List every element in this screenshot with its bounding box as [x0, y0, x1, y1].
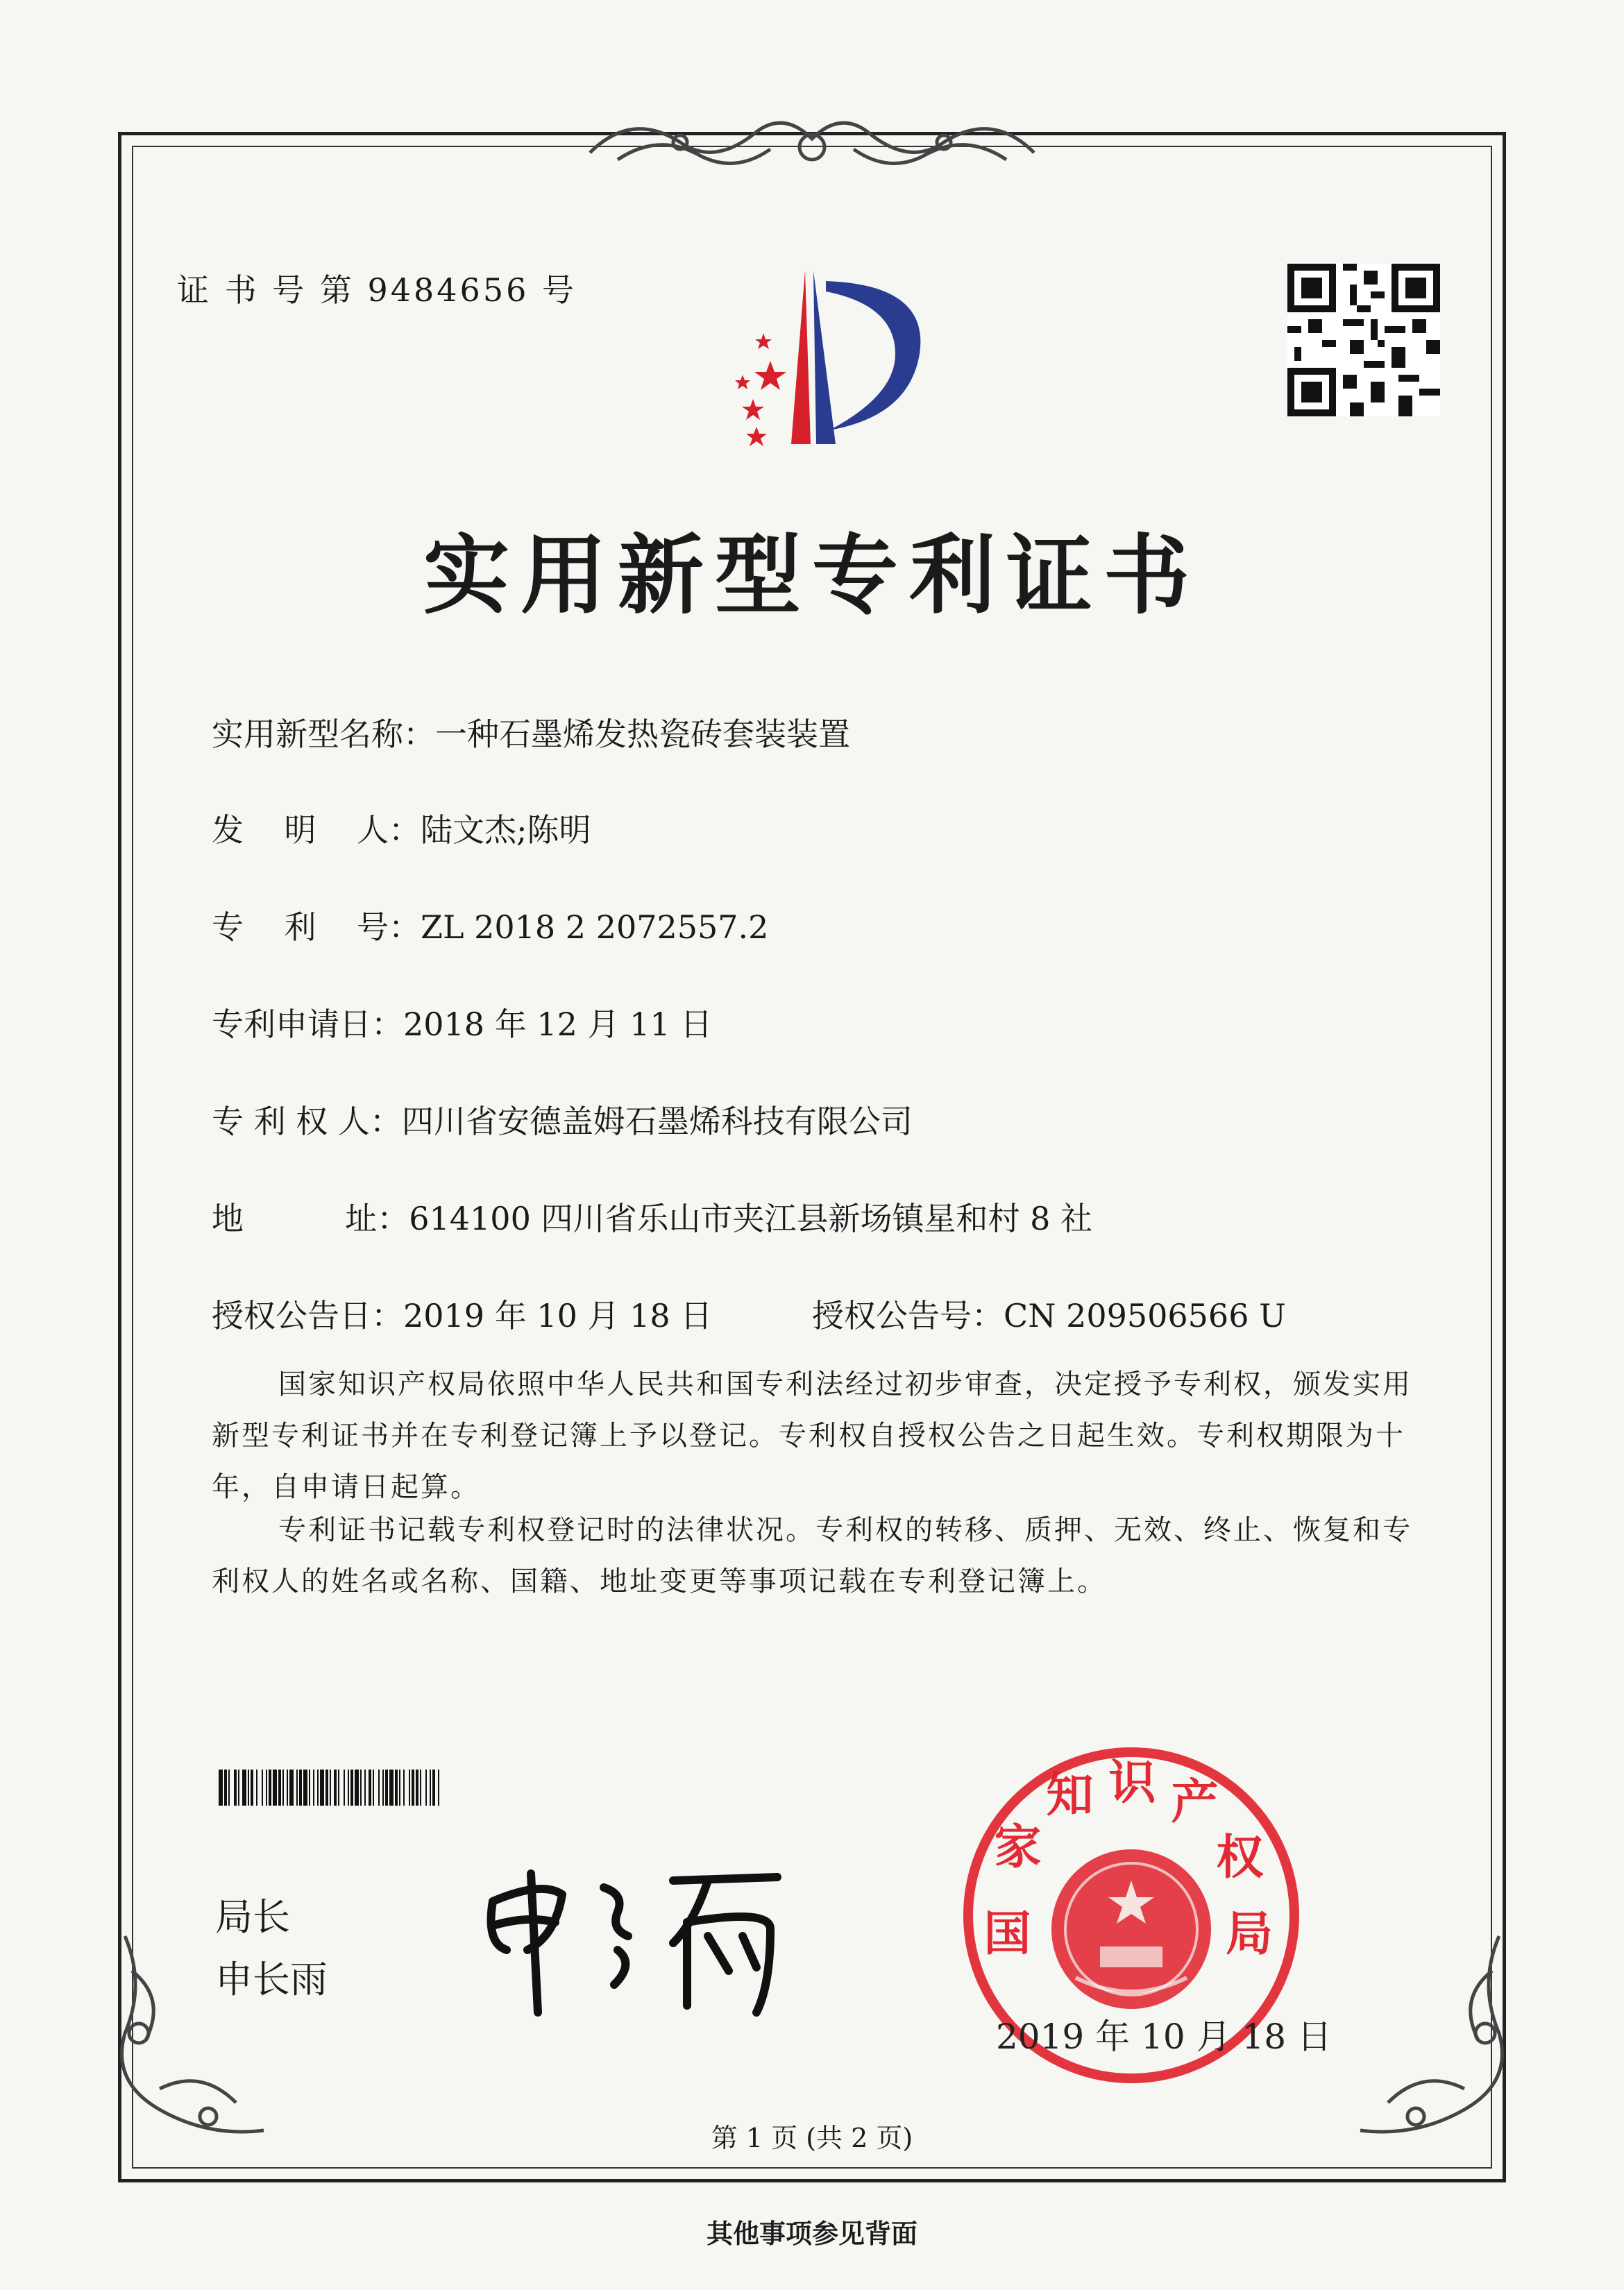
- seal-char-6: 权: [1216, 1831, 1264, 1884]
- address-row: [212, 1194, 1092, 1239]
- qr-code: [1287, 264, 1440, 416]
- utility-model-name-value: 一种石墨烯发热瓷砖套装装置: [435, 715, 850, 753]
- cnipa-logo: [687, 257, 944, 451]
- grant-date-label: 授权公告日：: [212, 1297, 403, 1334]
- filing-date-row: [212, 999, 712, 1045]
- seal-char-5: 产: [1171, 1776, 1219, 1829]
- barcode: [219, 1770, 621, 1806]
- patentee-label: 专 利 权 人：: [212, 1103, 402, 1140]
- certificate-title: 实用新型专利证书: [423, 525, 1201, 626]
- inventor-value: 陆文杰;陈明: [420, 811, 591, 849]
- director-name: 申长雨: [215, 1958, 328, 2001]
- seal-char-1: 国: [983, 1908, 1031, 1960]
- filing-date-value: 2018 年 12 月 11 日: [403, 1006, 713, 1043]
- utility-model-name-row: [212, 709, 850, 755]
- patentee-value: 四川省安德盖姆石墨烯科技有限公司: [401, 1103, 913, 1140]
- seal-char-4: 识: [1108, 1756, 1156, 1809]
- seal-date: 2019 年 10 月 18 日: [996, 2017, 1332, 2057]
- grant-date-value: 2019 年 10 月 18 日: [403, 1297, 713, 1334]
- inventor-row: [212, 805, 591, 851]
- patent-number-row: [212, 902, 768, 948]
- grant-number-label: 授权公告号：: [812, 1297, 1004, 1334]
- seal-char-3: 知: [1046, 1769, 1094, 1822]
- address-value: 614100 四川省乐山市夹江县新场镇星和村 8 社: [409, 1200, 1092, 1237]
- seal-char-7: 局: [1225, 1908, 1274, 1960]
- director-signature: [479, 1846, 812, 2026]
- patent-number-label: 专 利 号：: [212, 908, 421, 946]
- patent-number-value: ZL 2018 2 2072557.2: [420, 908, 769, 946]
- page-number: 第 1 页 (共 2 页): [711, 2123, 913, 2153]
- grant-number-value: CN 209506566 U: [1004, 1297, 1286, 1334]
- patentee-row: [212, 1096, 913, 1142]
- director-title: 局长: [215, 1895, 290, 1939]
- top-ornament: [576, 104, 1048, 187]
- inventor-label: 发 明 人：: [212, 811, 421, 849]
- footer-note: 其他事项参见背面: [706, 2218, 917, 2249]
- utility-model-name-label: 实用新型名称：: [212, 715, 435, 753]
- grant-date-row: [212, 1291, 712, 1337]
- grant-number-row: [812, 1291, 1286, 1337]
- certificate-number: 证 书 号 第 9484656 号: [177, 271, 577, 309]
- seal-char-2: 家: [994, 1821, 1042, 1874]
- address-label: 地 址：: [212, 1200, 409, 1237]
- legal-status-paragraph: 专利证书记载专利权登记时的法律状况。专利权的转移、质押、无效、终止、恢复和专利权人的姓名或名称、国籍、地址变更等事项记载在专利登记簿上。: [212, 1514, 1412, 1597]
- barcode-bar: [438, 1770, 439, 1806]
- filing-date-label: 专利申请日：: [212, 1006, 403, 1043]
- grant-statement-paragraph: 国家知识产权局依照中华人民共和国专利法经过初步审查，决定授予专利权，颁发实用新型专利证书并在专利登记簿上予以登记。专利权自授权公告之日起生效。专利权期限为十年，自申请日起算。: [212, 1368, 1412, 1503]
